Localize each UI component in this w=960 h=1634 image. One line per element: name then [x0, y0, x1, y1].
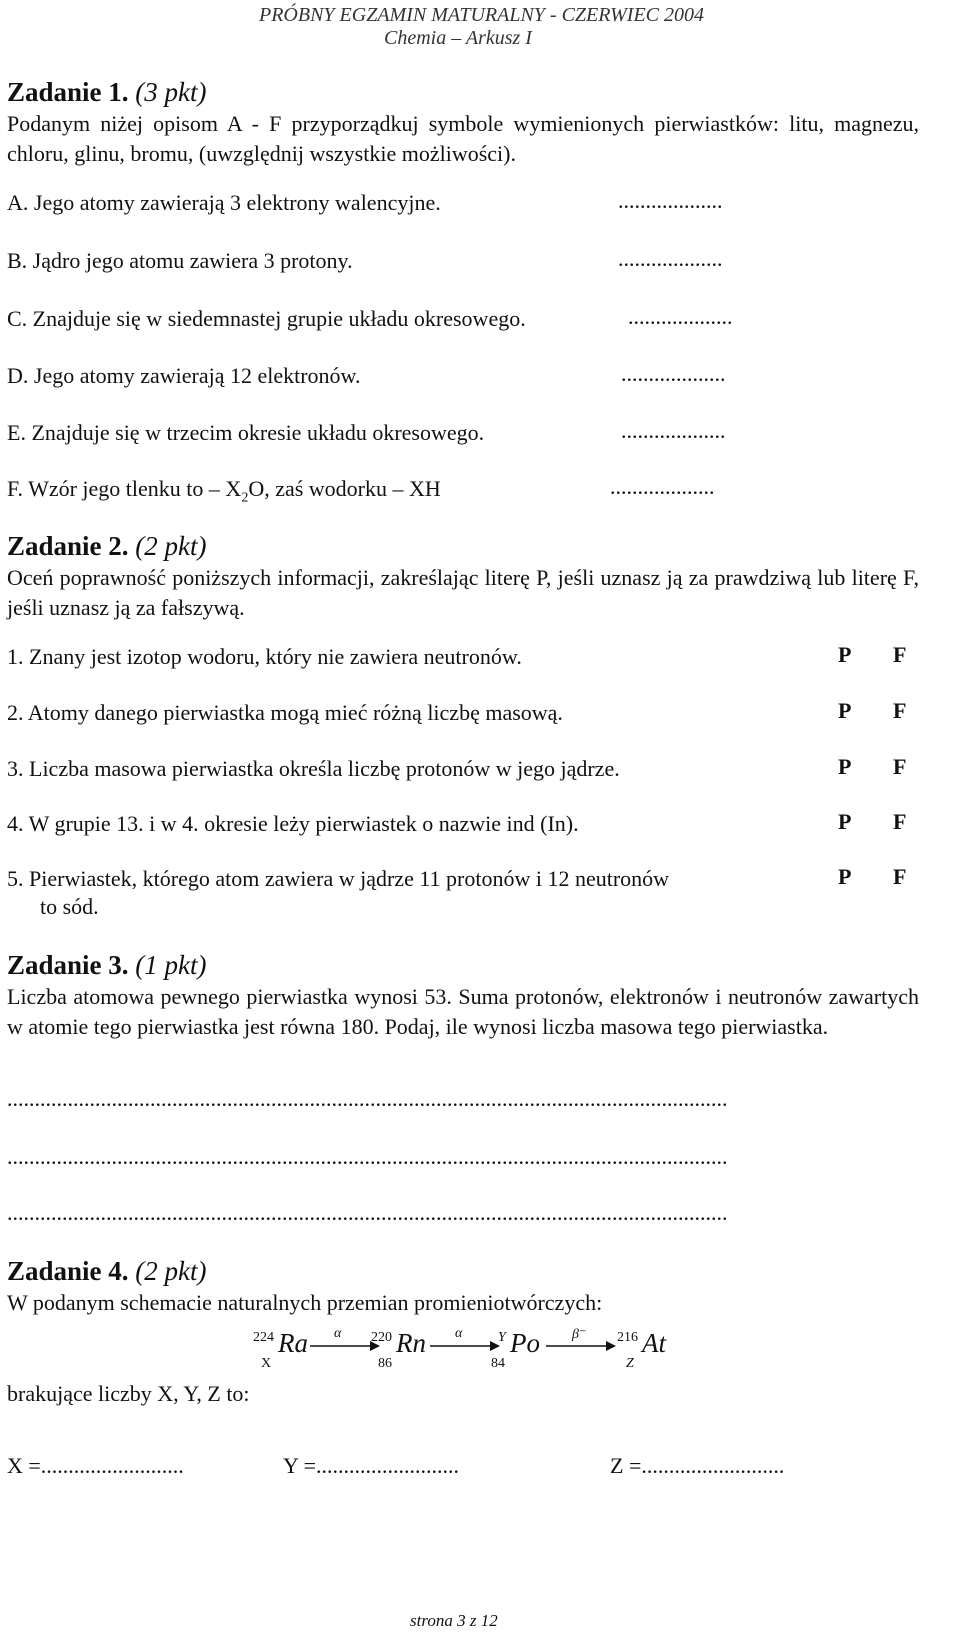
task4-points: (2 pkt): [135, 1256, 207, 1286]
at-symbol: At: [642, 1328, 666, 1358]
ra-symbol: Ra: [278, 1328, 308, 1358]
task2-intro: Oceń poprawność poniższych informacji, zakreślając literę P, jeśli uznasz ją za prawdziwą lub literę F, jeśli uznasz ją za fałszywą.: [7, 565, 919, 620]
task1-item-d: D. Jego atomy zawierają 12 elektronów.: [7, 363, 361, 388]
task1-answer-e[interactable]: ...................: [621, 418, 726, 443]
task3-title: Zadanie 3. (1 pkt): [7, 950, 207, 980]
task2-p-3[interactable]: P: [838, 754, 852, 779]
task2-statement-1: 1. Znany jest izotop wodoru, który nie zawiera neutronów.: [7, 644, 522, 669]
task4-question: brakujące liczby X, Y, Z to:: [7, 1381, 250, 1406]
answer-z-label: Z =: [610, 1453, 642, 1478]
at-mass-number: 216: [617, 1330, 638, 1345]
answer-z[interactable]: [610, 1451, 784, 1481]
task1-title: Zadanie 1. (3 pkt): [7, 77, 207, 107]
task4-title: Zadanie 4. (2 pkt): [7, 1256, 207, 1286]
task2-f-2[interactable]: F: [893, 698, 907, 723]
page-number: strona 3 z 12: [410, 1611, 498, 1630]
rn-atomic-number: 86: [378, 1356, 392, 1371]
task3-answer-line-3[interactable]: ...................................................................................................................................: [7, 1200, 728, 1225]
task2-statement-4: 4. W grupie 13. i w 4. okresie leży pierwiastek o nazwie ind (In).: [7, 811, 579, 836]
arrow-1: [310, 1341, 380, 1351]
answer-y-dots[interactable]: ..........................: [315, 1453, 459, 1478]
task2-p-5[interactable]: P: [838, 864, 852, 889]
task2-f-5[interactable]: F: [893, 864, 907, 889]
task2-f-1[interactable]: F: [893, 642, 907, 667]
po-atomic-number: 84: [491, 1356, 505, 1371]
task1-item-c: C. Znajduje się w siedemnastej grupie układu okresowego.: [7, 306, 526, 331]
po-symbol: Po: [510, 1328, 540, 1358]
alpha-label-1: α: [334, 1326, 342, 1341]
task2-title: Zadanie 2. (2 pkt): [7, 531, 207, 561]
task1-intro: Podanym niżej opisom A - F przyporządkuj symbole wymienionych pierwiastków: litu, magnezu, chloru, glinu, bromu, (uwzględnij wszystkie możliwości).: [7, 111, 919, 166]
task2-statement-5-cont: to sód.: [40, 894, 99, 919]
task2-f-3[interactable]: F: [893, 754, 907, 779]
task1-item-b: B. Jądro jego atomu zawiera 3 protony.: [7, 248, 353, 273]
task4-intro: W podanym schemacie naturalnych przemian promieniotwórczych:: [7, 1290, 603, 1315]
rn-symbol: Rn: [396, 1328, 426, 1358]
beta-label: β⁻: [572, 1327, 587, 1342]
task2-f-4[interactable]: F: [893, 809, 907, 834]
task1-item-e: E. Znajduje się w trzecim okresie układu okresowego.: [7, 420, 485, 445]
rn-mass-number: 220: [371, 1330, 392, 1345]
exam-header-subtitle: Chemia – Arkusz I: [384, 27, 532, 49]
ra-atomic-number: X: [261, 1356, 272, 1371]
task2-p-1[interactable]: P: [838, 642, 852, 667]
task3-answer-line-1[interactable]: ...................................................................................................................................: [7, 1086, 728, 1111]
task1-answer-b[interactable]: ...................: [618, 246, 723, 271]
alpha-label-2: α: [455, 1326, 463, 1341]
task1-answer-f[interactable]: ...................: [610, 474, 715, 499]
task2-p-2[interactable]: P: [838, 698, 852, 723]
answer-x-label: X =: [7, 1453, 41, 1478]
task1-item-f: F. Wzór jego tlenku to – $X_2O$, zaś wodorku – XH: [7, 476, 441, 506]
answer-x-dots[interactable]: ..........................: [40, 1453, 184, 1478]
task2-statement-2: 2. Atomy danego pierwiastka mogą mieć różną liczbę masową.: [7, 700, 563, 725]
arrow-2: [430, 1341, 500, 1351]
answer-x[interactable]: [7, 1451, 184, 1481]
task3-answer-line-2[interactable]: ...................................................................................................................................: [7, 1144, 728, 1169]
task2-statement-5: 5. Pierwiastek, którego atom zawiera w jądrze 11 protonów i 12 neutronów: [7, 866, 670, 891]
task2-p-4[interactable]: P: [838, 809, 852, 834]
answer-y[interactable]: [283, 1451, 459, 1481]
task1-points: (3 pkt): [135, 77, 207, 107]
decay-scheme: [250, 1326, 710, 1400]
answer-z-dots[interactable]: ..........................: [641, 1453, 785, 1478]
task2-points: (2 pkt): [135, 531, 207, 561]
exam-header-title: PRÓBNY EGZAMIN MATURALNY - CZERWIEC 2004: [258, 4, 704, 26]
task2-statement-3: 3. Liczba masowa pierwiastka określa liczbę protonów w jego jądrze.: [7, 756, 620, 781]
ra-mass-number: 224: [253, 1330, 274, 1345]
arrow-3: [546, 1341, 616, 1351]
task1-answer-d[interactable]: ...................: [621, 361, 726, 386]
task1-answer-c[interactable]: ...................: [628, 304, 733, 329]
task3-text: Liczba atomowa pewnego pierwiastka wynosi 53. Suma protonów, elektronów i neutronów zawartych w atomie tego pierwiastka jest równa 180. Podaj, ile wynosi liczba masowa tego pierwiastka.: [7, 984, 919, 1039]
po-mass-number: Y: [498, 1330, 506, 1345]
task3-points: (1 pkt): [135, 950, 207, 980]
task1-item-a: A. Jego atomy zawierają 3 elektrony walencyjne.: [7, 190, 441, 215]
task1-answer-a[interactable]: ...................: [618, 188, 723, 213]
answer-y-label: Y =: [283, 1453, 316, 1478]
at-atomic-number: Z: [626, 1356, 634, 1371]
